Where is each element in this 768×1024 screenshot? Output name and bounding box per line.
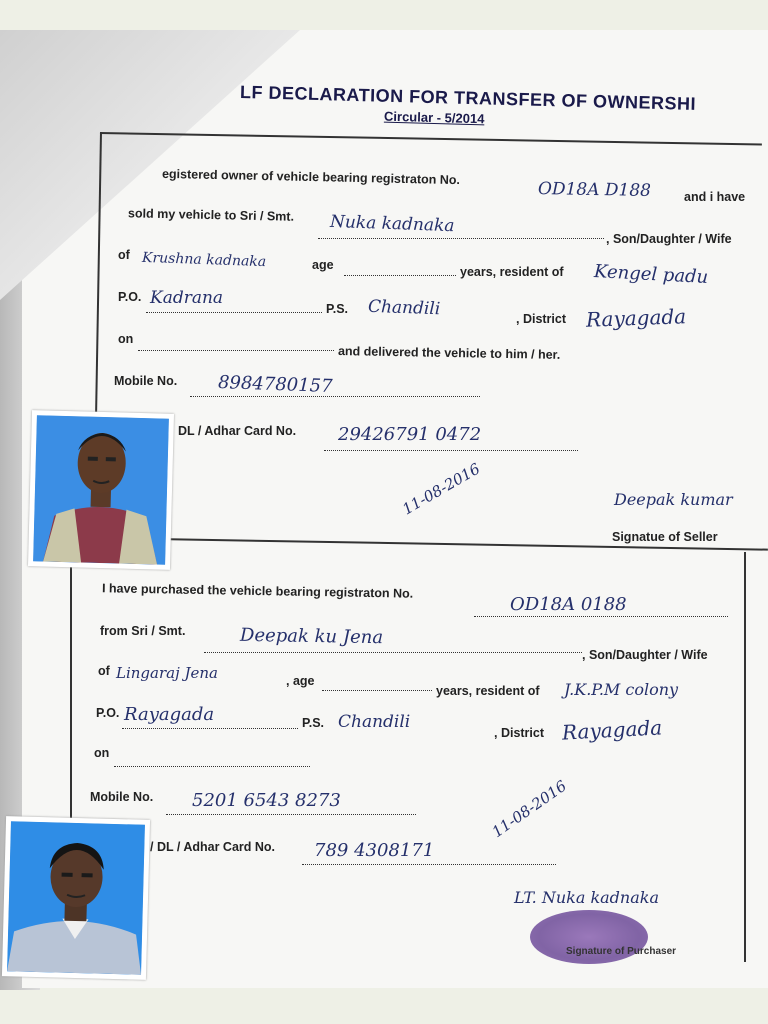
buyer-ps: Chandili (338, 712, 411, 732)
buyer-district: Rayagada (561, 715, 663, 745)
seller-buyer-name: Nuka kadnaka (329, 211, 455, 237)
seller-date-sign: 11-08-2016 (399, 459, 484, 519)
seller-mobile-label: Mobile No. (114, 374, 178, 388)
seller-line2-prefix: sold my vehicle to Sri / Smt. (127, 206, 295, 224)
buyer-district-label: , District (494, 726, 545, 740)
seller-po: Kadrana (150, 288, 224, 308)
form-circular: Circular - 5/2014 (383, 108, 485, 127)
seller-dl: 29426791 0472 (338, 424, 482, 445)
seller-of-label: of (118, 248, 130, 262)
buyer-age-line (322, 690, 432, 691)
buyer-on-line (114, 766, 310, 767)
seller-delivered-text: and delivered the vehicle to him / her. (337, 344, 561, 362)
buyer-mobile-line (166, 814, 416, 815)
buyer-line1-prefix: I have purchased the vehicle bearing registraton No. (101, 581, 414, 601)
seller-father-name: Krushna kadnaka (141, 249, 267, 271)
seller-on-label: on (118, 332, 134, 346)
buyer-po-line (122, 728, 298, 729)
seller-name-line (318, 238, 604, 239)
buyer-reg-no: OD18A 0188 (510, 594, 627, 615)
buyer-signature-label: Signature of Purchaser (566, 946, 677, 957)
seller-mobile: 8984780157 (217, 372, 333, 397)
buyer-line2-prefix: from Sri / Smt. (100, 624, 186, 638)
seller-age-label: age (312, 258, 334, 272)
buyer-years-label: years, resident of (436, 684, 540, 698)
buyer-dl: 789 4308171 (314, 840, 435, 861)
seller-photo (28, 410, 174, 570)
seller-po-line (146, 312, 322, 313)
buyer-age-label: , age (286, 674, 315, 688)
seller-line1-prefix: egistered owner of vehicle bearing registraton No. (161, 166, 461, 188)
buyer-reg-line (474, 616, 728, 617)
seller-district-label: , District (516, 312, 567, 326)
buyer-resident-of: J.K.P.M colony (564, 680, 679, 699)
seller-signature: Deepak kumar (614, 490, 733, 509)
seller-line2-suffix: , Son/Daughter / Wife (606, 232, 732, 246)
seller-reg-no: OD18A D188 (537, 179, 652, 201)
buyer-po: Rayagada (124, 704, 215, 725)
seller-line1-suffix: and i have (684, 190, 746, 204)
buyer-mobile: 5201 6543 8273 (192, 790, 341, 811)
buyer-mobile-label: Mobile No. (90, 790, 154, 804)
seller-mobile-line (190, 396, 480, 397)
buyer-of-label: of (98, 664, 110, 678)
seller-district: Rayagada (585, 304, 687, 332)
buyer-dl-label: / DL / Adhar Card No. (150, 840, 276, 854)
form-title: LF DECLARATION FOR TRANSFER OF OWNERSHI (239, 82, 697, 114)
buyer-ps-label: P.S. (302, 716, 325, 730)
buyer-seller-name: Deepak ku Jena (239, 624, 384, 649)
buyer-line2-suffix: , Son/Daughter / Wife (582, 648, 708, 662)
buyer-father-name: Lingaraj Jena (116, 664, 218, 682)
buyer-portrait-icon (7, 821, 145, 974)
buyer-po-label: P.O. (96, 706, 120, 720)
seller-on-line (138, 350, 334, 351)
buyer-name-line (204, 652, 582, 653)
seller-dl-line (324, 450, 578, 451)
seller-po-label: P.O. (118, 290, 142, 304)
seller-ps-label: P.S. (326, 302, 349, 316)
seller-dl-label: DL / Adhar Card No. (178, 424, 297, 438)
buyer-on-label: on (94, 746, 110, 760)
buyer-date-sign: 11-08-2016 (488, 776, 570, 842)
seller-resident-of: Kengel padu (593, 261, 709, 288)
buyer-signature: LT. Nuka kadnaka (514, 888, 659, 907)
buyer-dl-line (302, 864, 556, 865)
seller-ps: Chandili (367, 296, 441, 320)
seller-age-line (344, 275, 456, 276)
seller-portrait-icon (33, 415, 169, 564)
seller-years-label: years, resident of (460, 265, 564, 279)
seller-signature-label: Signatue of Seller (612, 530, 718, 544)
buyer-photo (2, 816, 150, 980)
